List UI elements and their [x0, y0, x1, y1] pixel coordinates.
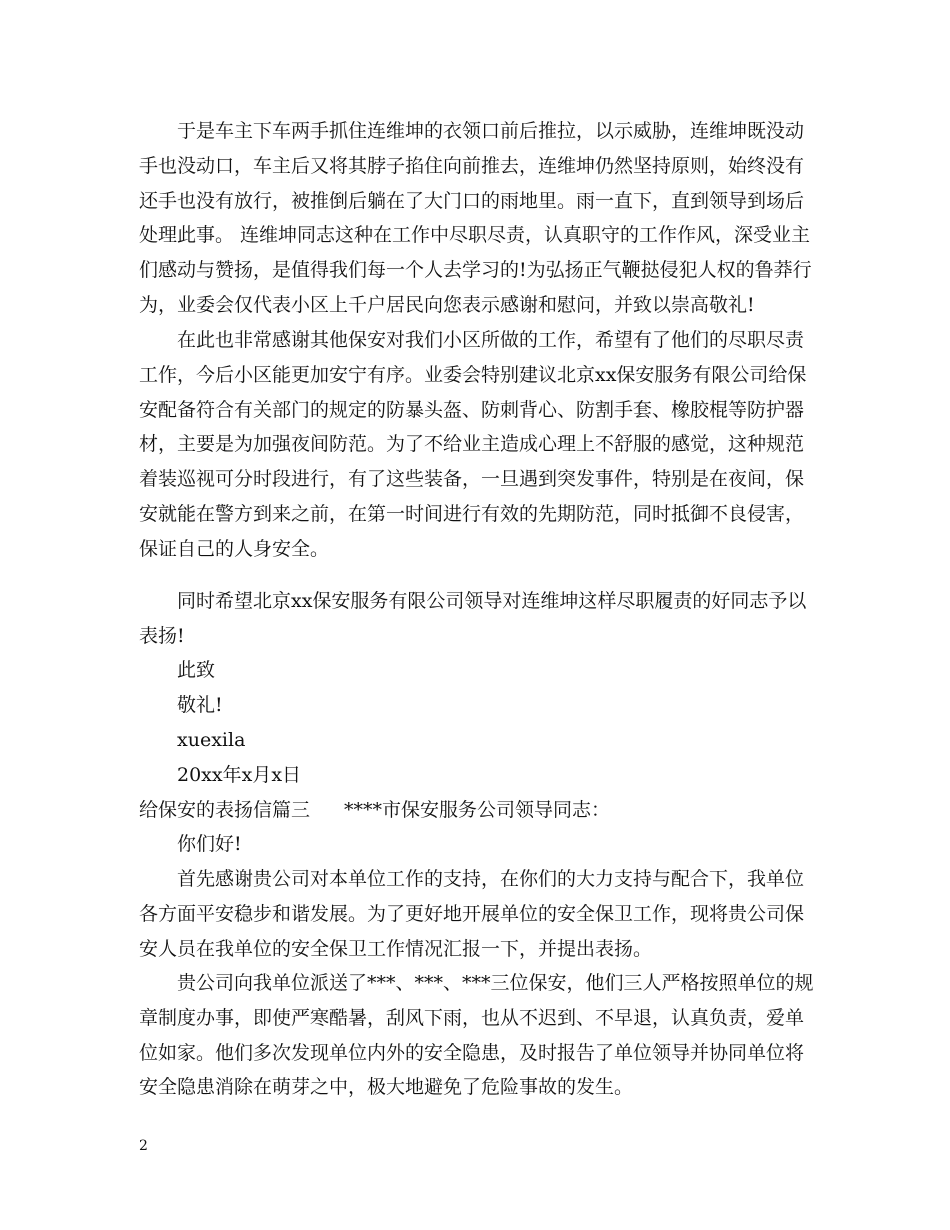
section-heading	[139, 793, 819, 828]
paragraph-1: 于是车主下车两手抓住连维坤的衣领口前后推拉，以示威胁，连维坤既没动手也没动口，车主后又将其脖子掐住向前推去，连维坤仍然坚持原则，始终没有还手也没有放行，被推倒后躺在了大门口的雨地里。雨一直下，直到领导到场后处理此事。 连维坤同志这种在工作中尽职尽责，认真职守的工作作风，深受业主们感动与赞扬，是值得我们每一个人去学习的!为弘扬正气鞭挞侵犯人权的鲁莽行为，业委会仅代表小区上千户居民向您表示感谢和慰问，并致以崇高敬礼!	[139, 120, 812, 316]
section-title: 给保安的表扬信篇三	[139, 799, 311, 821]
paragraph-2: 在此也非常感谢其他保安对我们小区所做的工作，希望有了他们的尽职尽责工作，今后小区能更加安宁有序。业委会特别建议北京xx保安服务有限公司给保安配备符合有关部门的规定的防暴头盔、防刺背心、防割手套、橡胶棍等防护器材，主要是为加强夜间防范。为了不给业主造成心理上不舒服的感觉，这种规范着装巡视可分时段进行，有了这些装备，一旦遇到突发事件，特别是在夜间，保安就能在警方到来之前，在第一时间进行有效的先期防范，同时抵御不良侵害，保证自己的人身安全。	[139, 329, 807, 560]
paragraph-4: 首先感谢贵公司对本单位工作的支持，在你们的大力支持与配合下，我单位各方面平安稳步和谐发展。为了更好地开展单位的安全保卫工作，现将贵公司保安人员在我单位的安全保卫工作情况汇报一下，并提出表扬。	[139, 868, 805, 960]
closing-cizhi: 此致	[177, 659, 216, 681]
paragraph-5: 贵公司向我单位派送了***、***、***三位保安，他们三人严格按照单位的规章制度办事，即使严寒酷暑，刮风下雨，也从不迟到、不早退，认真负责，爱单位如家。他们多次发现单位内外的安全隐患，及时报告了单位领导并协同单位将安全隐患消除在萌芽之中，极大地避免了危险事故的发生。	[139, 972, 814, 1099]
date-line: 20xx年x月x日	[177, 764, 302, 786]
page-number: 2	[139, 1138, 148, 1154]
closing-jingli: 敬礼!	[177, 694, 223, 716]
greeting: 你们好!	[177, 833, 242, 855]
section-recipient: ****市保安服务公司领导同志：	[344, 799, 611, 821]
signature: xuexila	[177, 729, 246, 751]
paragraph-3: 同时希望北京xx保安服务有限公司领导对连维坤这样尽职履责的好同志予以表扬!	[139, 590, 807, 647]
